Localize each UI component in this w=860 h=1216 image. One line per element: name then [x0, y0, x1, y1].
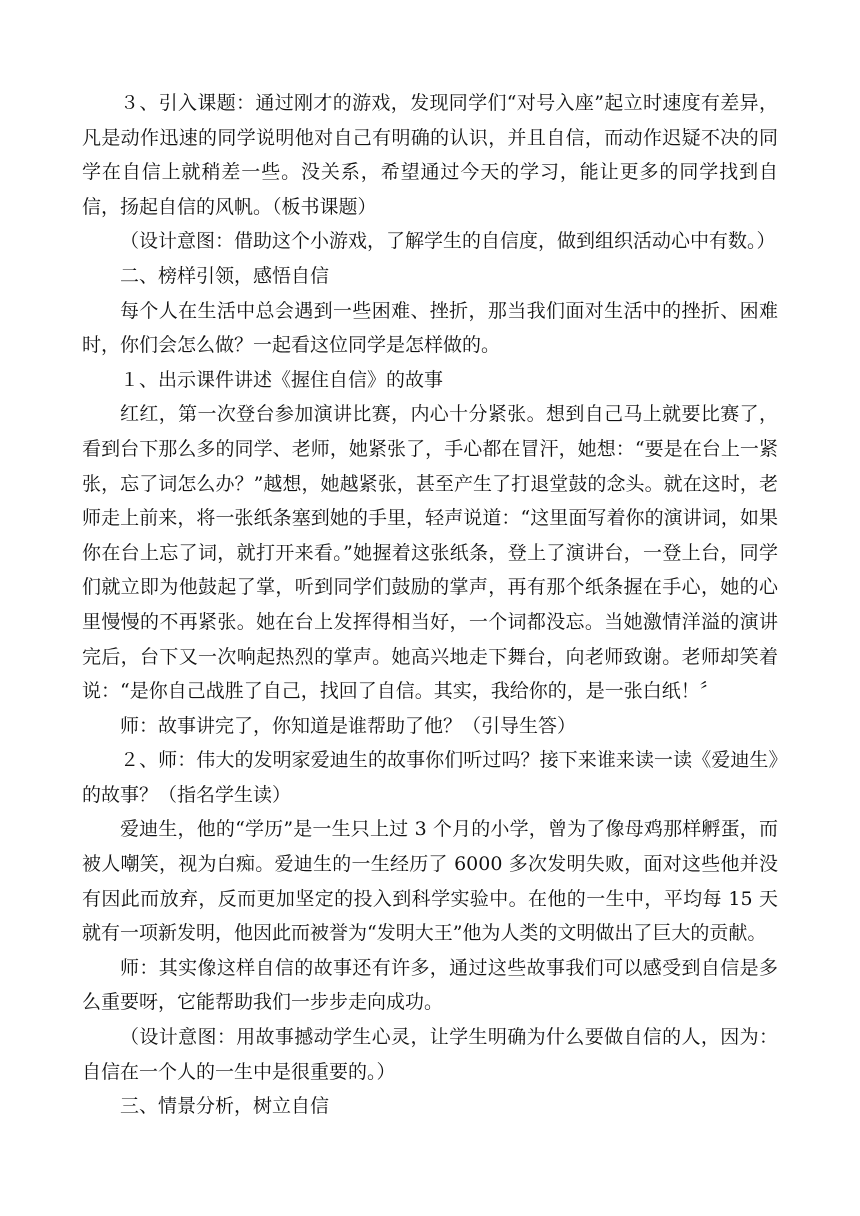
paragraph-design-intent-1: （设计意图：借助这个小游戏，了解学生的自信度，做到组织活动心中有数。） — [120, 230, 776, 253]
paragraph-difficulties: 每个人在生活中总会遇到一些困难、挫折，那当我们面对生活中的挫折、困难时，你们会怎么做？一起看这位同学是怎样做的。 — [82, 299, 778, 357]
section-heading-scenario: 三、情景分析，树立自信 — [120, 1095, 330, 1118]
paragraph-teacher-question: 师：故事讲完了，你知道是谁帮助了他？（引导生答） — [120, 714, 577, 737]
paragraph-edison-story: 爱迪生，他的“学历”是一生只上过 3 个月的小学，曾为了像母鸡那样孵蛋，而被人嘲笑，视为白痴。爱迪生的一生经历了 6000 多次发明失败，面对这些他并没有因此而放弃，反而更加坚定的投入到科学实验中。在他的一生中，平均每 15 天就有一项新发明，他因此而被誉为“发明大王”他为人类的文明做出了巨大的贡献。 — [82, 818, 778, 945]
paragraph-intro-topic: ３、引入课题：通过刚才的游戏，发现同学们“对号入座”起立时速度有差异，凡是动作迅速的同学说明他对自己有明确的认识，并且自信，而动作迟疑不决的同学在自信上就稍差一些。没关系，希望通过今天的学习，能让更多的同学找到自信，扬起自信的风帆。（板书课题） — [82, 92, 778, 218]
paragraph-story-title: １、出示课件讲述《握住自信》的故事 — [120, 368, 444, 391]
paragraph-edison-intro: ２、师：伟大的发明家爱迪生的故事你们听过吗？接下来谁来读一读《爱迪生》的故事？（指名学生读） — [82, 749, 778, 806]
section-heading-role-models: 二、榜样引领，感悟自信 — [120, 264, 330, 287]
document-body — [82, 86, 778, 1124]
paragraph-honghong-story: 红红，第一次登台参加演讲比赛，内心十分紧张。想到自己马上就要比赛了，看到台下那么多的同学、老师，她紧张了，手心都在冒汗，她想：“要是在台上一紧张，忘了词怎么办？”越想，她越紧张，甚至产生了打退堂鼓的念头。就在这时，老师走上前来，将一张纸条塞到她的手里，轻声说道：“这里面写着你的演讲词，如果你在台上忘了词，就打开来看。”她握着这张纸条，登上了演讲台，一登上台，同学们就立即为他鼓起了掌，听到同学们鼓励的掌声，再有那个纸条握在手心，她的心里慢慢的不再紧张。她在台上发挥得相当好，一个词都没忘。当她激情洋溢的演讲完后，台下又一次响起热烈的掌声。她高兴地走下舞台，向老师致谢。老师却笑着说：“是你自己战胜了自己，找回了自信。其实，我给你的，是一张白纸！〞 — [82, 403, 778, 703]
paragraph-teacher-summary: 师：其实像这样自信的故事还有许多，通过这些故事我们可以感受到自信是多么重要呀，它能帮助我们一步步走向成功。 — [82, 956, 778, 1014]
paragraph-design-intent-2: （设计意图：用故事撼动学生心灵，让学生明确为什么要做自信的人，因为：自信在一个人的一生中是很重要的。） — [82, 1026, 778, 1083]
